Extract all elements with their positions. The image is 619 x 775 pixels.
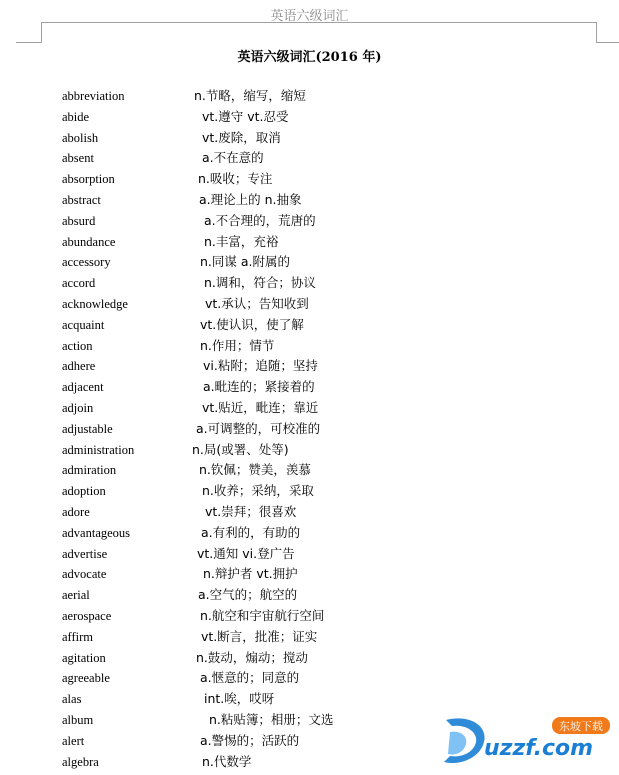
- vocab-word: adore: [62, 504, 90, 519]
- vocab-row: [62, 128, 582, 149]
- vocab-meaning: vi.粘附；追随；坚持: [203, 358, 318, 374]
- header-corner-right: [596, 22, 619, 43]
- vocab-row: [62, 648, 582, 669]
- watermark-brand-text: uzzf.com: [484, 736, 594, 761]
- vocab-meaning: vt.使认识，使了解: [200, 316, 304, 332]
- vocab-meaning: n.航空和宇宙航行空间: [200, 607, 325, 623]
- vocab-row: [62, 294, 582, 315]
- vocab-row: [62, 356, 582, 377]
- vocab-row: [62, 211, 582, 232]
- vocab-row: [62, 107, 582, 128]
- vocab-row: [62, 336, 582, 357]
- vocab-row: [62, 315, 582, 336]
- vocab-row: [62, 190, 582, 211]
- vocab-word: aerospace: [62, 608, 112, 623]
- vocab-word: absurd: [62, 213, 96, 228]
- vocab-word: adjacent: [62, 380, 104, 395]
- vocab-meaning: vt.遵守 vt.忍受: [202, 108, 289, 124]
- vocab-meaning: vt.断言，批准；证实: [201, 628, 318, 644]
- vocab-row: [62, 440, 582, 461]
- vocab-word: abbreviation: [62, 89, 125, 103]
- vocab-row: [62, 564, 582, 585]
- vocab-row: [62, 481, 582, 502]
- vocab-word: alert: [62, 733, 85, 748]
- vocab-meaning: n.节略，缩写，缩短: [194, 88, 306, 103]
- vocab-word: agreeable: [62, 671, 110, 686]
- vocab-word: advocate: [62, 567, 107, 582]
- vocab-word: abstract: [62, 192, 101, 207]
- vocab-meaning: a.惬意的；同意的: [200, 670, 300, 686]
- vocab-meaning: n.吸收；专注: [198, 171, 273, 187]
- vocab-meaning: n.丰富，充裕: [204, 233, 279, 249]
- vocab-row: [62, 169, 582, 190]
- watermark-badge-text: 东坡下载: [559, 720, 603, 733]
- vocab-meaning: vt.贴近，毗连；靠近: [202, 399, 319, 415]
- vocab-word: affirm: [62, 629, 94, 644]
- vocab-meaning: int.唉，哎呀: [204, 691, 275, 707]
- vocab-word: adjustable: [62, 421, 113, 436]
- vocab-word: advantageous: [62, 525, 131, 540]
- vocab-meaning: vt.崇拜；很喜欢: [205, 503, 297, 519]
- vocab-meaning: vt.承认；告知收到: [205, 295, 309, 311]
- vocab-word: admiration: [62, 463, 117, 478]
- vocab-meaning: a.毗连的；紧接着的: [203, 379, 315, 395]
- vocab-row: [62, 148, 582, 169]
- vocab-meaning: n.粘贴簿；相册；文选: [209, 711, 334, 727]
- vocab-word: advertise: [62, 546, 108, 561]
- running-header: 英语六级词汇: [270, 9, 349, 24]
- vocab-meaning: a.有利的，有助的: [201, 524, 301, 540]
- vocab-word: algebra: [62, 754, 99, 769]
- vocab-row: [62, 689, 582, 710]
- vocab-word: absorption: [62, 172, 115, 187]
- vocab-meaning: n.收养；采纳，采取: [202, 483, 314, 499]
- vocab-word: abundance: [62, 234, 116, 249]
- vocab-meaning: n.钦佩；赞美，羡慕: [199, 462, 311, 478]
- vocab-word: alas: [62, 692, 82, 707]
- vocab-meaning: n.辩护者 vt.拥护: [203, 566, 298, 582]
- vocab-row: [62, 377, 582, 398]
- vocab-word: adoption: [62, 484, 106, 499]
- vocab-meaning: a.警惕的；活跃的: [200, 732, 300, 748]
- vocab-word: acknowledge: [62, 296, 128, 311]
- vocab-row: [62, 502, 582, 523]
- vocab-word: album: [62, 712, 94, 727]
- vocab-word: abolish: [62, 130, 99, 145]
- vocab-meaning: a.可调整的，可校准的: [196, 420, 321, 436]
- vocab-meaning: n.鼓动，煽动；搅动: [196, 649, 308, 665]
- vocab-meaning: n.局(或署、处等): [192, 441, 289, 457]
- vocab-meaning: n.同谋 a.附属的: [200, 254, 291, 270]
- vocab-meaning: a.不在意的: [202, 150, 264, 166]
- vocab-row: [62, 668, 582, 689]
- header-corner-left: [16, 22, 42, 43]
- vocab-word: administration: [62, 442, 135, 457]
- vocab-row: [62, 523, 582, 544]
- vocab-meaning: a.空气的；航空的: [198, 587, 298, 603]
- vocab-meaning: n.作用；情节: [200, 337, 275, 353]
- vocab-row: [62, 419, 582, 440]
- vocab-meaning: vt.通知 vi.登广告: [197, 545, 295, 561]
- vocab-meaning: vt.废除，取消: [202, 129, 281, 145]
- vocab-row: [62, 273, 582, 294]
- vocab-word: accord: [62, 276, 96, 291]
- vocab-row: [62, 398, 582, 419]
- vocab-word: agitation: [62, 650, 106, 665]
- vocab-word: adjoin: [62, 400, 94, 415]
- vocab-word: action: [62, 338, 93, 353]
- header-rule: [42, 22, 596, 23]
- vocab-row: [62, 86, 582, 107]
- vocab-meaning: a.不合理的，荒唐的: [204, 212, 316, 228]
- vocab-word: acquaint: [62, 317, 105, 332]
- vocab-row: [62, 232, 582, 253]
- vocab-word: aerial: [62, 588, 90, 603]
- vocab-word: adhere: [62, 359, 96, 374]
- uzzf-watermark-logo: [440, 712, 615, 770]
- vocab-row: [62, 585, 582, 606]
- vocab-row: [62, 606, 582, 627]
- vocab-word: abide: [62, 109, 90, 124]
- vocabulary-list: [62, 86, 582, 772]
- vocab-row: [62, 627, 582, 648]
- vocab-meaning: n.代数学: [202, 753, 252, 769]
- vocab-meaning: n.调和，符合；协议: [204, 275, 316, 291]
- vocab-meaning: a.理论上的 n.抽象: [199, 191, 302, 207]
- vocab-row: [62, 544, 582, 565]
- vocab-row: [62, 460, 582, 481]
- vocab-word: accessory: [62, 255, 111, 270]
- vocab-row: [62, 252, 582, 273]
- document-title: 英语六级词汇(2016 年): [237, 50, 382, 65]
- vocab-word: absent: [62, 151, 94, 166]
